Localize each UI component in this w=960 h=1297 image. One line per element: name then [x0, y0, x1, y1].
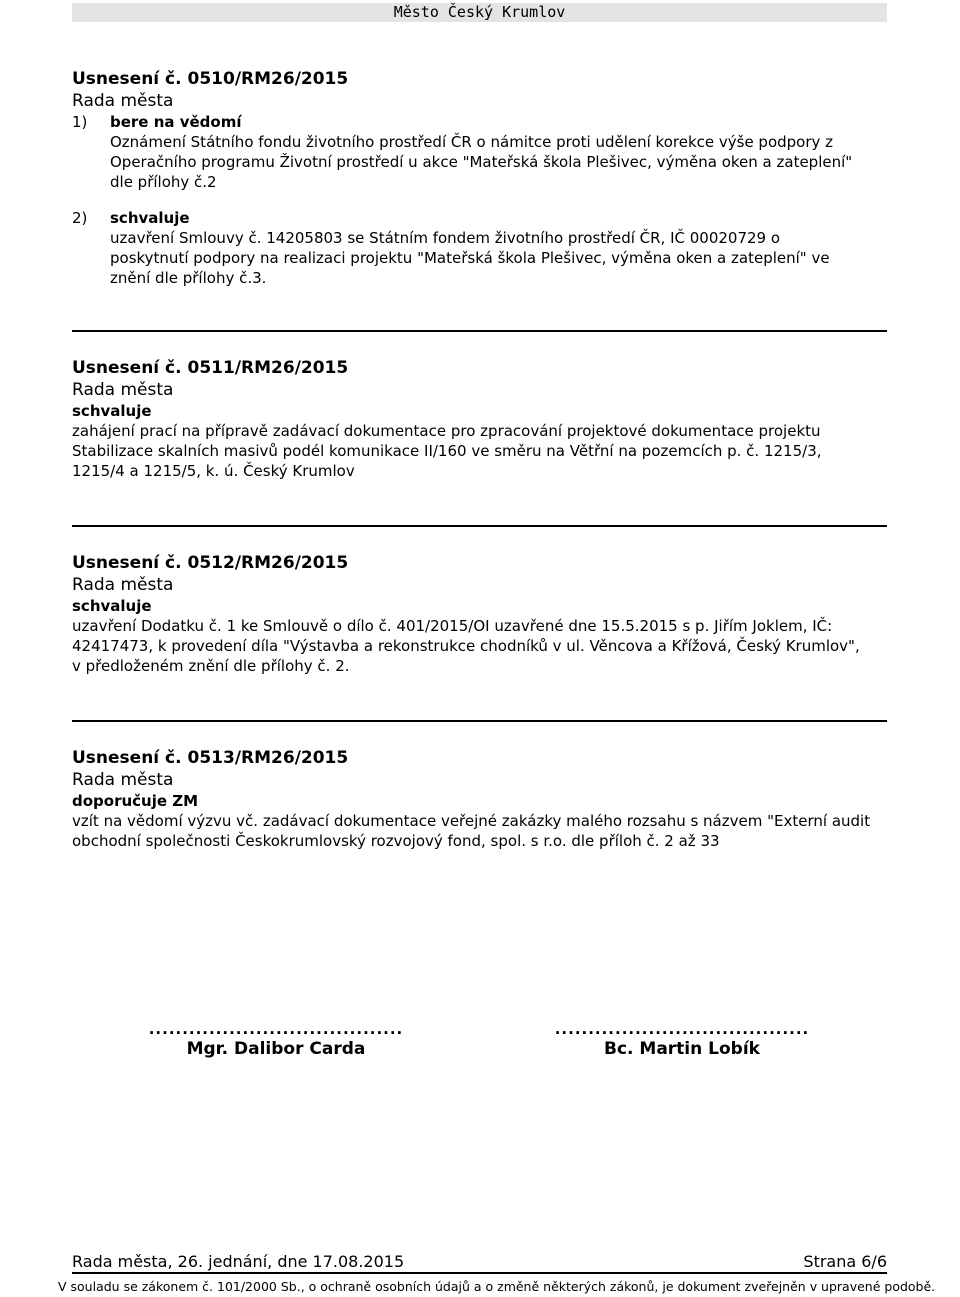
- resolution-text-line: vzít na vědomí výzvu vč. zadávací dokumentace veřejné zakázky malého rozsahu s názvem "Externí audit: [72, 812, 871, 830]
- signature-lobik: [552, 1020, 812, 1060]
- signature-line: ......................................: [554, 1020, 810, 1038]
- resolution-text-line: v předloženém znění dle přílohy č. 2.: [72, 657, 350, 675]
- page-number: Strana 6/6: [803, 1252, 887, 1271]
- resolution-body: Rada města: [72, 575, 174, 595]
- resolution-text-line: 42417473, k provedení díla "Výstavba a rekonstrukce chodníků v ul. Věncova a Křížová, Český Krumlov",: [72, 637, 860, 655]
- resolution-text-line: uzavření Dodatku č. 1 ke Smlouvě o dílo č. 401/2015/OI uzavřené dne 15.5.2015 s p. Jiřím Joklem, IČ:: [72, 617, 833, 635]
- resolution-title: Usnesení č. 0511/RM26/2015: [72, 358, 349, 378]
- section-divider: [72, 525, 887, 527]
- item-text-line: dle přílohy č.2: [110, 173, 217, 191]
- resolution-verb: schvaluje: [72, 597, 152, 615]
- resolution-body: Rada města: [72, 380, 174, 400]
- resolution-item-1: [72, 112, 890, 132]
- section-divider: [72, 720, 887, 722]
- item-text-line: uzavření Smlouvy č. 14205803 se Státním fondem životního prostředí ČR, IČ 00020729 o: [110, 229, 781, 247]
- resolution-text-line: Stabilizace skalních masivů podél komunikace II/160 ve směru na Větřní na pozemcích p. č. 1215/3,: [72, 442, 822, 460]
- section-divider: [72, 330, 887, 332]
- meeting-info: Rada města, 26. jednání, dne 17.08.2015: [72, 1252, 405, 1271]
- resolution-title: Usnesení č. 0512/RM26/2015: [72, 553, 349, 573]
- signatory-name: Bc. Martin Lobík: [604, 1039, 760, 1059]
- page-header: [72, 3, 887, 22]
- resolution-verb: doporučuje ZM: [72, 792, 199, 810]
- resolution-item-2: [72, 208, 890, 228]
- resolution-verb: schvaluje: [72, 402, 152, 420]
- resolution-title: Usnesení č. 0510/RM26/2015: [72, 69, 349, 89]
- item-text-line: Operačního programu Životní prostředí u akce "Mateřská škola Plešivec, výměna oken a zateplení": [110, 153, 853, 171]
- resolution-0511: [72, 357, 890, 481]
- header-title: Město Český Krumlov: [393, 3, 566, 21]
- signature-carda: [146, 1020, 406, 1060]
- resolution-text-line: obchodní společnosti Českokrumlovský rozvojový fond, spol. s r.o. dle příloh č. 2 až 33: [72, 832, 720, 850]
- item-text-line: Oznámení Státního fondu životního prostředí ČR o námitce proti udělení korekce výše podpory z: [110, 133, 834, 151]
- resolution-body: Rada města: [72, 91, 174, 111]
- resolution-text-line: 1215/4 a 1215/5, k. ú. Český Krumlov: [72, 462, 355, 480]
- page-footer: [72, 1252, 887, 1274]
- resolution-title: Usnesení č. 0513/RM26/2015: [72, 748, 349, 768]
- resolution-0513: [72, 747, 890, 851]
- item-verb: bere na vědomí: [110, 113, 242, 131]
- resolution-text-line: zahájení prací na přípravě zadávací dokumentace pro zpracování projektové dokumentace projektu: [72, 422, 821, 440]
- item-verb: schvaluje: [110, 209, 190, 227]
- item-number: 2): [72, 209, 88, 227]
- signatory-name: Mgr. Dalibor Carda: [186, 1039, 366, 1059]
- item-number: 1): [72, 113, 88, 131]
- signature-line: ......................................: [148, 1020, 404, 1038]
- item-text-line: znění dle přílohy č.3.: [110, 269, 267, 287]
- resolution-0510: [72, 68, 890, 288]
- legal-notice: V souladu se zákonem č. 101/2000 Sb., o ochraně osobních údajů a o změně některých zákonů, je dokument zveřejněn v upravené podobě.: [58, 1279, 936, 1294]
- item-text-line: poskytnutí podpory na realizaci projektu "Mateřská škola Plešivec, výměna oken a zateplení" ve: [110, 249, 830, 267]
- resolution-body: Rada města: [72, 770, 174, 790]
- resolution-0512: [72, 552, 890, 676]
